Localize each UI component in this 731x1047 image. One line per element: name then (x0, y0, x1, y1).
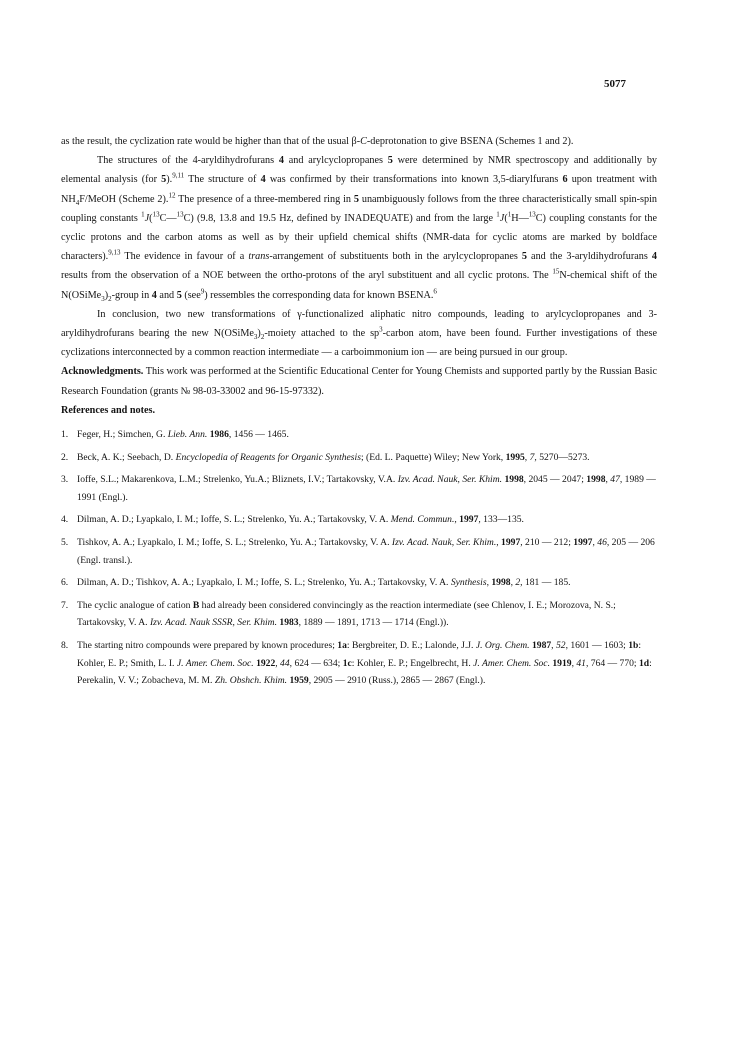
reference-item: 6. Dilman, A. D.; Tishkov, A. A.; Lyapkalo, I. M.; Ioffe, S. L.; Strelenko, Yu. A.; Tartakovsky, V. A. Synthesis, 1998, 2, 181 — 185. (61, 577, 571, 589)
acknowledgments-heading: Acknowledgments. (61, 366, 144, 378)
paragraph: In conclusion, two new transformations of γ-functionalized aliphatic nitro compounds, leading to arylcyclopropanes and 3-aryldihydrofurans bearing the new $N(OSiMe_3)_2$-moiety attached to the $sp^3$-carbon atom, have been found. Further investigations of these cyclizations interconnected by a common reaction intermediate — a carboimmonium ion — are being pursued in our group. (61, 308, 658, 359)
reference-item: 7. The cyclic analogue of cation B had already been considered convincingly as the reaction intermediate (see Chlenov, I. E.; Morozova, N. S.; Tartakovsky, V. A. Izv. Acad. Nauk SSSR, Ser. Khim. 1983, 1889 — 1891, 1713 — 1714 (Engl.)). (61, 599, 616, 629)
reference-item: 2. Beck, A. K.; Seebach, D. Encyclopedia of Reagents for Organic Synthesis; (Ed. L. Paquette) Wiley; New York, 1995, 7, 5270—5273. (61, 451, 590, 463)
references-heading: References and notes. (61, 404, 156, 416)
reference-item: 4. Dilman, A. D.; Lyapkalo, I. M.; Ioffe, S. L.; Strelenko, Yu. A.; Tartakovsky, V. A. Mend. Commun., 1997, 133—135. (61, 514, 524, 526)
reference-item: 1. Feger, H.; Simchen, G. Lieb. Ann. 1986, 1456 — 1465. (61, 429, 289, 441)
acknowledgments-text: This work was performed at the Scientific Educational Center for Young Chemists and supported partly by the Russian Basic Research Foundation (grants № 98-03-33002 and 96-15-97332). (61, 366, 658, 397)
references-list (61, 426, 657, 690)
paragraph: The structures of the 4-aryldihydrofurans 4 and arylcyclopropanes 5 were determined by NMR spectroscopy and additionally by elemental analysis (for 5).$^{9,11}$ The structure of 4 was confirmed by their transformations into known 3,5-diarylfurans 6 upon treatment with $NH_4F$/MeOH (Scheme 2).$^{12}$ The presence of a three-membered ring in 5 unambiguously follows from the three characteristically small spin-spin coupling constants $^1$J($^{13}$C—$^{13}$C) (9.8, 13.8 and 19.5 Hz, defined by INADEQUATE) and from the large $^1$J($^1$H—$^{13}$C) coupling constants for the cyclic protons and the carbon atoms as well as by their upfield chemical shifts (NMR-data for cyclic atoms are marked by boldface characters).$^{9,13}$ The evidence in favour of a trans-arrangement of substituents both in the arylcyclopropanes 5 and the 3-aryldihydrofurans 4 results from the observation of a NOE between the ortho-protons of the aryl substituent and all cyclic protons. The $^{15}$N-chemical shift of the $N(OSiMe_3)_2$-group in 4 and 5 (see$^9$) ressembles the corresponding data for known BSENA.$^6$ (61, 155, 658, 303)
page-number: 5077 (604, 78, 626, 90)
reference-item: 5. Tishkov, A. A.; Lyapkalo, I. M.; Ioffe, S. L.; Strelenko, Yu. A.; Tartakovsky, V. A. Izv. Acad. Nauk, Ser. Khim., 1997, 210 — 212; 1997, 46, 205 — 206 (Engl. transl.). (61, 537, 655, 566)
reference-item: 3. Ioffe, S.L.; Makarenkova, L.M.; Strelenko, Yu.A.; Bliznets, I.V.; Tartakovsky, V.A. Izv. Acad. Nauk, Ser. Khim. 1998, 2045 — 2047; 1998, 47, 1989 — 1991 (Engl.). (61, 474, 656, 503)
reference-item: 8. The starting nitro compounds were prepared by known procedures; 1a: Bergbreiter, D. E.; Lalonde, J.J. J. Org. Chem. 1987, 52, 1601 — 1603; 1b: Kohler, E. P.; Smith, L. I. J. Amer. Chem. Soc. 1922, 44, 624 — 634; 1c: Kohler, E. P.; Engelbrecht, H. J. Amer. Chem. Soc. 1919, 41, 764 — 770; 1d: Perekalin, V. V.; Zobacheva, M. M. Zh. Obshch. Khim. 1959, 2905 — 2910 (Russ.), 2865 — 2867 (Engl.). (61, 639, 652, 687)
acknowledgments (61, 362, 657, 400)
article-body (61, 132, 657, 695)
paragraph: as the result, the cyclization rate would be higher than that of the usual β-C-deprotonation to give BSENA (Schemes 1 and 2). (61, 136, 574, 147)
